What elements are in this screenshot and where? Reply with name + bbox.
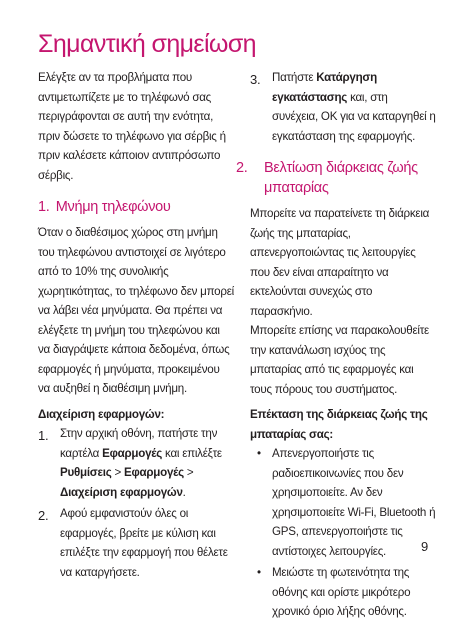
right-column xyxy=(236,68,436,622)
step-text: Πατήστε xyxy=(272,71,317,84)
step-text: Στην αρχική οθόνη, πατήστε την καρτέλα xyxy=(60,427,218,460)
step-number: 2. xyxy=(38,508,49,523)
step-number: 1. xyxy=(38,428,49,443)
step-text: Αφού εμφανιστούν όλες οι εφαρμογές, βρείτε με κύλιση και επιλέξτε την εφαρμογή που θέλετε να καταργήσετε. xyxy=(60,507,228,579)
bullet-text: Απενεργοποιήστε τις ραδιοεπικοινωνίες που δεν χρησιμοποιείτε. Αν δεν χρησιμοποιείτε Wi-Fi, Bluetooth ή GPS, απενεργοποιήστε τις αντίστοιχες λειτουργίες. xyxy=(272,447,436,558)
bullet-glyph: • xyxy=(257,566,261,579)
step-item xyxy=(38,424,234,502)
step-text: > xyxy=(111,466,124,479)
battery-paragraph-2: Μπορείτε επίσης να παρακολουθείτε την κατανάλωση ισχύος της μπαταρίας από τις εφαρμογές και τους πόρους του συστήματος. xyxy=(250,324,429,396)
step-item xyxy=(38,504,234,582)
memory-paragraph: Όταν ο διαθέσιμος χώρος στη μνήμη του τηλεφώνου αντιστοιχεί σε λιγότερο από το 10% της συνολικής χωρητικότητας, το τηλέφωνο δεν μπορεί να λάβει νέα μηνύματα. Θα πρέπει να ελέγξετε τη μνήμη του τηλεφώνου και να διαγράψετε κάποια δεδομένα, όπως εφαρμογές ή μηνύματα, προκειμένου να αυξηθεί η διαθέσιμη μνήμη. xyxy=(38,226,234,395)
step-text: και, στη συνέχεια, OK για να καταργηθεί η εγκατάσταση της εφαρμογής. xyxy=(272,90,436,143)
ui-term: Εφαρμογές xyxy=(123,466,184,479)
left-column xyxy=(38,68,234,582)
ui-term: Διαχείριση εφαρμογών xyxy=(60,485,183,499)
bullet-glyph: • xyxy=(257,447,261,460)
ui-term: Κατάργηση εγκατάστασης xyxy=(272,71,377,104)
page-title: Σημαντική σημείωση xyxy=(38,30,256,58)
step-text: . xyxy=(182,485,186,499)
step-text: και επιλέξτε xyxy=(162,446,222,460)
step-item xyxy=(250,68,436,146)
section-number: 2. xyxy=(236,160,248,176)
ui-term: Ρυθμίσεις xyxy=(60,466,112,479)
section-heading-memory xyxy=(38,197,234,217)
ui-term: Εφαρμογές xyxy=(102,446,163,460)
section-title: Βελτίωση διάρκειας ζωής μπαταρίας xyxy=(264,160,418,196)
subheading-extend-battery: Επέκταση της διάρκειας ζωής της μπαταρίας σας: xyxy=(250,408,428,441)
bullet-item xyxy=(250,563,436,622)
section-number: 1. xyxy=(38,199,50,215)
step-number: 3. xyxy=(250,72,261,87)
section-heading-battery xyxy=(236,158,436,198)
bullet-text: Μειώστε τη φωτεινότητα της οθόνης και ορίστε μικρότερο χρονικό όριο λήξης οθόνης. xyxy=(272,566,411,618)
bullet-item xyxy=(250,444,436,561)
battery-paragraph: Μπορείτε να παρατείνετε τη διάρκεια ζωής της μπαταρίας, απενεργοποιώντας τις λειτουργίες που δεν είναι απαραίτητο να εκτελούνται συνεχώς στο παρασκήνιο. xyxy=(250,207,430,318)
step-text: > xyxy=(183,466,194,479)
intro-paragraph: Ελέγξτε αν τα προβλήματα που αντιμετωπίζετε με το τηλέφωνό σας περιγράφονται σε αυτή την ενότητα, πριν δώσετε το τηλέφωνο για σέρβις ή πριν καλέσετε κάποιον αντιπρόσωπο σέρβις. xyxy=(38,71,226,182)
subheading-manage-apps: Διαχείριση εφαρμογών: xyxy=(38,407,165,421)
section-title: Μνήμη τηλεφώνου xyxy=(55,199,171,215)
page-number: 9 xyxy=(421,539,429,554)
